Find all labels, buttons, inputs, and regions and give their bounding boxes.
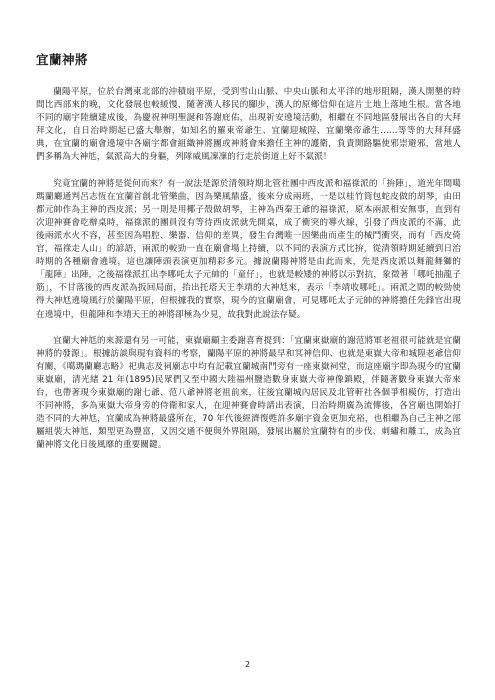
paragraph-3: 宜蘭大神尪的來源還有另一可能，東嶽廟顧主委謝喜育提到：「宜蘭東嶽廟的謝范將軍老祖很可能就是宜蘭神將的發源」。根據訪談與現有資料的考察，蘭陽平原的神將最早和冥神信仰、也就是東嶽大帝和城隍老爺信仰有關，《噶瑪蘭廳志略》祀典志及祠廟志中均有記載宜蘭城南門旁有一座東嶽祠堂，而這座廟宇即為現今的宜蘭東嶽廟，清光緒 21 年(1895)民眾們又至中國大陸福州鹽造數身東嶽大帝神像鎮殿，伴隨著數身東嶽大帝來台，也帶著現今東嶽廟的謝七爺、范八爺神將老祖前來，往後宜蘭城內居民及北管軒社各個爭相模仿，打造出不同神將，多為東嶽大帝身旁的侍衛和家人，在迎神賽會時請出表演，日治時期廣為流傳後，各宮廟也開始打造不同的大神尪，宜蘭成為神將最盛所在，70 年代後經濟復甦許多廟宇資金更加充裕，也相繼為自己主神之部屬組裝大神尪，類型更為豐富，又因交通不便與外界阻隔，發展出屬於宜蘭特有的步伐、刺繡和雕工，成為宜蘭神將文化日後風靡的重要關鍵。 — [36, 335, 461, 451]
paragraph-1: 蘭陽平原，位於台灣東北部的沖積扇平原，受到雪山山脈、中央山脈和太平洋的地形阻隔，漢人開墾的時間比西部來的晚，文化發展也較緩慢，隨著漢人移民的腳步，漢人的原鄉信仰在這片土地上落地生根。當各地不同的廟宇陸續建成後，為慶祝神明聖誕和答謝庇佑，出現祈安遶境活動，相繼在不同地區發展出各自的大拜拜文化，自日治時期起已盛大舉辦，如知名的羅東帝爺生、宜蘭迎城隍、宜蘭樂帝爺生……等等的大拜拜盛典，在宜蘭的廟會遶境中各廟宇都會組織神將團或神將會來擔任主神的護衛，負責開路驅使邪崇避邪，當地人們多稱為大神尪，氣派高大的身軀，列隊威風凜凜的行走於街道上好不氣派！ — [36, 87, 461, 163]
paragraph-2: 究竟宜蘭的神將是從何而來？有一說法是源於清領時期北管社團中西皮派和福祿派的「拚陣」，道光年間噶瑪蘭廳通判呂志恆在宜蘭首創北管樂曲，因為樂風鼎盛，後來分成兩班，一是以桂竹筒包蛇皮做的胡琴，由田都元帥作為主神的西皮派；另一則是用椰子殼做胡琴，主神為西秦王爺的福祿派，原本兩派相安無事，直到有次迎神賽會吃辦桌時，福祿派的團員沒有等待西皮派就先開桌，成了衝突的導火線，引發了西皮派的不滿，此後兩派水火不容，甚至因為唱腔、樂器、信仰的差異，發生台灣唯一因樂曲而產生的械鬥衝突，而有「西皮倚官，福祿走人山」的諺語，兩派的較勁一直在廟會場上持續，以不同的表演方式比拚，從清領時期延續到日治時期的各種廟會遶境，這也讓陣頭表演更加精彩多元。據說蘭陽神將是由此而來，先是西皮派以舞龍舞獅的「龍陣」出陣，之後福祿派扛出李哪吒太子元帥的「童仔」，也就是較矮的神將以示對抗，象徵著「哪吒抽龍子筋」，不甘落後的西皮派為扳回局面，抬出托塔天王李靖的大神尪來，表示「李靖收哪吒」。兩派之間的較勁使得大神尪遶境風行於蘭陽平原，但根據我的實察，現今的宜蘭廟會，可見哪吒太子元帥的神將擔任先鋒官出現在遶境中，但龍陣和李靖天王的神將卻極為少見，故我對此說法存疑。 — [36, 178, 461, 320]
document-title: 宜蘭神將 — [36, 52, 89, 67]
body-text — [36, 86, 461, 465]
page-number: 2 — [244, 660, 251, 669]
